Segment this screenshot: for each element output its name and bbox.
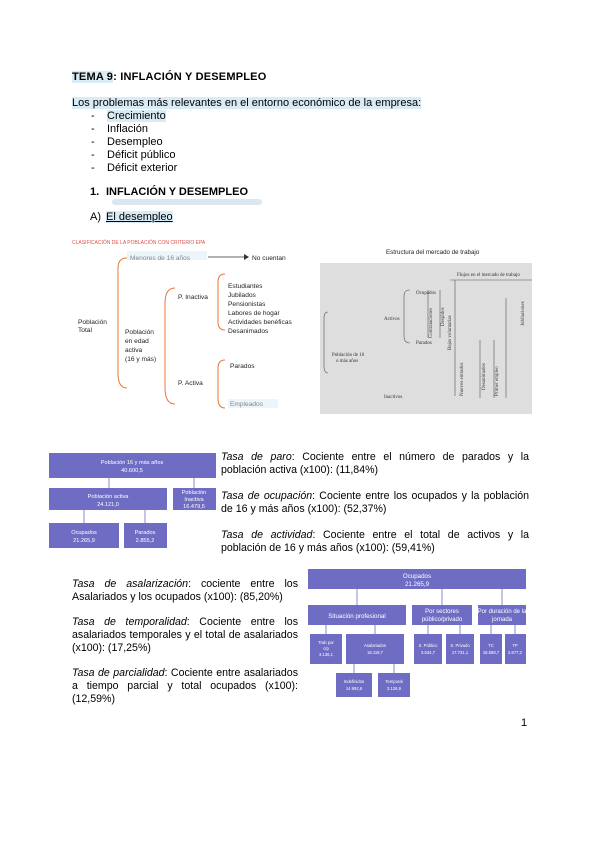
box-value: 18.588,7 [482,650,500,655]
market-vertical-label: Contrataciones [429,308,434,338]
box-label: Población activa [87,494,129,500]
market-poblacion-1: Población de 16 [332,353,365,358]
box-label: Parados [134,530,156,536]
box-label: Indefinidos [343,679,365,684]
tree-caption: CLASIFICACIÓN DE LA POBLACIÓN CON CRITERIO EPA [72,240,206,246]
tasa-temporalidad: Tasa de temporalidad: Cociente entre los asalariados temporales y el total de asalariados (x100): (17,25%) [72,616,298,654]
section-highlight-bar [112,199,262,205]
box-label: Ocupados [402,573,432,580]
box-label: c/p [323,646,329,651]
activa-label: P. Activa [178,380,203,387]
root-label-2: Total [78,327,92,334]
edad-activa-1: Población [125,329,154,336]
box-label: Situación profesional [328,613,386,620]
box-value: 21.265,9 [73,538,95,544]
box-value: 40.600,5 [121,468,143,474]
box-label: jornada [491,617,513,623]
box-label: Temporal [385,679,403,684]
temporal-box [378,673,410,697]
tasa-paro: Tasa de paro: Cociente entre el número de parados y la población activa (x100): (11,84%) [221,451,529,476]
inactiva-label: P. Inactiva [178,294,208,301]
market-vertical-label: Primer empleo [495,366,500,396]
box-label: Por duración de la [477,609,526,615]
list-item: - Déficit exterior [91,162,178,174]
root-label-1: Población [78,319,107,326]
inactiva-bracket [218,274,225,330]
box-label: TP [512,643,518,648]
publico-box [414,634,442,664]
page-title [72,71,266,83]
tasa-asalarizacion: Tasa de asalarización: cociente entre los Asalariados y los ocupados (x100): (85,20%) [72,578,298,603]
box-value: 21.265,9 [404,581,430,588]
box-label: TC [488,643,494,648]
privado-box [446,634,474,664]
page-number: 1 [521,717,528,729]
inactiva-item: Labores de hogar [228,310,280,317]
ocupados-box-diagram [308,569,526,697]
market-flujos: Flujos en el mercado de trabajo [457,273,520,278]
inactiva-item: Pensionistas [228,301,266,308]
market-ocupados: Ocupados [416,291,436,296]
box-label: Asalariados [364,643,386,648]
tasa-ocupacion: Tasa de ocupación: Cociente entre los ocupados y la población de 16 y más años (x100): (52,37%) [221,490,530,515]
tasa-parcialidad: Tasa de parcialidad: Cociente entre asalariados a tiempo parcial y total ocupados (x100): (12,59%) [72,667,298,705]
menores-highlight [127,251,207,260]
market-vertical-label: Nuevos entrados [460,362,465,396]
section-heading: 1. INFLACIÓN Y DESEMPLEO [90,186,249,198]
inactiva-item: Actividades benéficas [228,319,292,326]
asalariados-box [346,634,404,664]
list-item: - Crecimiento [91,110,166,122]
box-value: 2.855,2 [135,538,155,544]
problems-list [91,110,177,175]
box-label: S. Privado [450,643,470,648]
market-inactivos: Inactivos [384,395,403,400]
tc-box [480,634,502,664]
market-vertical-label: Despidos [441,307,446,326]
no-cuentan-label: No cuentan [252,255,286,262]
market-title: Estructura del mercado de trabajo [386,249,480,256]
parados-label: Parados [230,363,255,370]
indefinidos-box [336,673,372,697]
inactiva-item: Jubilados [228,292,256,299]
title-rest: : INFLACIÓN Y DESEMPLEO [113,71,267,83]
market-vertical-label: Desanimados [482,363,487,390]
activa-bracket [218,360,225,408]
box-label: S. Público [418,643,438,648]
box-label: Por sectores [425,609,459,615]
box-label: Población 16 y más años [100,460,164,466]
box-value: 16.479,5 [183,504,205,510]
market-activos: Activos [384,317,400,322]
intro-text: Los problemas más relevantes en el entorno económico de la empresa: [72,97,422,109]
root-bracket [118,258,127,388]
empleados-highlight [228,399,278,408]
photo-background [320,263,532,414]
box-value: 3.126,9 [387,686,401,691]
box-value: 2.677,2 [508,650,522,655]
box-value: 24.121,0 [97,502,119,508]
market-vertical-label: Jubilaciones [521,301,526,326]
box-label: Ocupados [71,530,97,536]
box-value: 3.534,7 [421,650,435,655]
active-age-bracket [165,288,175,404]
edad-activa-4: (16 y más) [125,356,157,363]
box-value: 3.136,1 [319,652,333,657]
market-parados: Parados [416,341,432,346]
market-poblacion-2: o más años [336,359,359,364]
labour-market-structure-image [320,238,532,414]
population-box-diagram [49,453,216,550]
box-label: público/privado [421,617,463,623]
inactiva-item: Desanimados [228,328,269,335]
box-label: Población [181,490,207,496]
list-item: - Desempleo [91,136,163,148]
inactiva-item: Estudiantes [228,283,263,290]
box-value: 18.119,7 [367,650,383,655]
list-item: - Déficit público [91,149,176,161]
population-tree-diagram [70,238,310,418]
arrow-head-icon [244,254,249,260]
market-vertical-label: Bajas voluntarias [448,315,453,350]
box-label: Trab por [318,640,334,645]
box-value: 14.992,6 [345,686,363,691]
title-prefix: TEMA 9 [72,71,114,83]
tp-box [505,634,526,664]
tasa-actividad: Tasa de actividad: Cociente entre el total de activos y la población de 16 y más años (x100): (59,41%) [221,529,530,554]
list-item: - Inflación [91,123,148,135]
edad-activa-3: activa [125,347,143,354]
box-label: Inactiva [184,497,204,503]
box-value: 17.731,1 [451,650,469,655]
subsection-heading: A) El desempleo [90,211,173,223]
edad-activa-2: en edad [125,338,149,345]
